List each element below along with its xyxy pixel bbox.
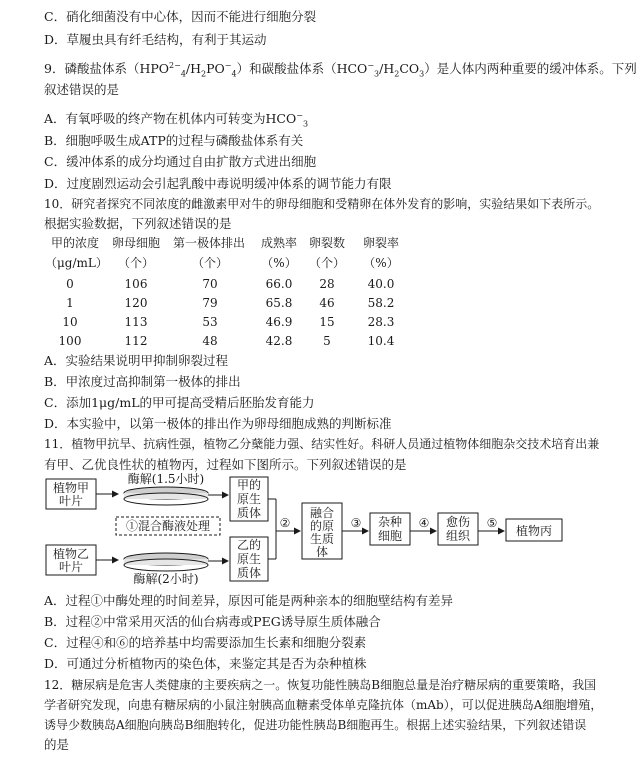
table-cell: 100 (58, 334, 82, 348)
hybrid-1: 杂种 (377, 515, 403, 529)
q9-option-b: B．细胞呼吸生成ATP的过程与磷酸盐体系有关 (44, 133, 304, 148)
table-cell: 10.4 (367, 334, 395, 348)
table-cell: 42.8 (265, 334, 293, 348)
protoplast-b-2: 原生 (236, 552, 262, 566)
q11-stem-2: 有甲、乙优良性状的植物丙，过程如下图所示。下列叙述错误的是 (44, 457, 407, 472)
q12-stem-4: 的是 (44, 737, 70, 752)
q11-stem-1: 11．植物甲抗旱、抗病性强，植物乙分蘖能力强、结实性好。科研人员通过植物体细胞杂交技术培育出兼 (44, 437, 600, 451)
fusion-diagram-svg (44, 472, 604, 586)
table-cell: 46.9 (265, 315, 293, 329)
q11-option-d: D．可通过分析植物丙的染色体，来鉴定其是否为杂种植株 (44, 656, 367, 671)
fused-2: 的原 (309, 519, 335, 533)
table-cell: 58.2 (367, 296, 395, 310)
q12-stem-1: 12．糖尿病是危害人类健康的主要疾病之一。恢复功能性胰岛B细胞总量是治疗糖尿病的重要策略，我国 (44, 678, 597, 692)
step4-label: ④ (418, 516, 430, 530)
table-header: 成熟率 (260, 236, 297, 250)
q9-stem: 9．磷酸盐体系$(HPO^{2-}_4/H_2PO^-_4)$和碳酸盐体系$(HCO^-_3/H_2CO_3)$是人体内两种重要的缓冲体系。下列 (44, 61, 637, 79)
table-cell: 113 (124, 315, 148, 329)
table-cell: 120 (124, 296, 148, 310)
q10-stem-2: 根据实验数据，下列叙述错误的是 (44, 216, 232, 231)
table-cell: 79 (202, 296, 218, 310)
table-cell: 28 (319, 277, 335, 291)
plant-a-label-2: 叶片 (58, 494, 84, 508)
q12-stem-3: 诱导少数胰岛A细胞向胰岛B细胞转化，促进功能性胰岛B细胞再生。根据上述实验结果，下列叙述错误 (44, 718, 587, 732)
table-cell: 48 (202, 334, 218, 348)
q10-option-b: B．甲浓度过高抑制第一极体的排出 (44, 374, 241, 389)
protoplast-b-1: 乙的 (236, 538, 262, 552)
table-cell: 46 (319, 296, 335, 310)
q9-stem-2: 叙述错误的是 (44, 82, 120, 97)
table-cell: 10 (62, 315, 78, 329)
table-unit: （%） (261, 256, 297, 270)
table-unit: （%） (363, 256, 399, 270)
fused-1: 融合 (309, 506, 335, 520)
fused-3: 生质 (309, 532, 335, 546)
table-cell: 65.8 (265, 296, 293, 310)
dish-b-body (124, 559, 208, 565)
table-cell: 15 (319, 315, 335, 329)
enzyme-b-label: 酶解(2小时) (133, 572, 199, 586)
q11-option-b: B．过程②中常采用灭活的仙台病毒或PEG诱导原生质体融合 (44, 614, 381, 629)
fusion-diagram (44, 472, 604, 586)
table-cell: 112 (124, 334, 148, 348)
table-cell: 40.0 (367, 277, 395, 291)
step3-label: ③ (350, 516, 362, 530)
table-header: 卵裂率 (362, 236, 399, 250)
q10-option-c: C．添加1μg/mL的甲可提高受精后胚胎发育能力 (44, 395, 315, 410)
table-cell: 70 (202, 277, 218, 291)
q9-option-a: A．有氧呼吸的终产物在机体内可转变为$HCO^-_3$ (44, 111, 309, 129)
dish-a-body (124, 493, 208, 499)
q10-stem-1: 10．研究者探究不同浓度的雌激素甲对牛的卵母细胞和受精卵在体外发育的影响，实验结果如下表所示。 (44, 197, 600, 211)
table-unit: （个） (117, 256, 154, 270)
final-label: 植物丙 (515, 524, 553, 538)
table-unit: （个） (191, 256, 228, 270)
table-cell: 66.0 (265, 277, 293, 291)
table-header: 甲的浓度 (50, 236, 99, 250)
q11-option-a: A．过程①中酶处理的时间差异，原因可能是两种亲本的细胞壁结构有差异 (44, 593, 454, 608)
q10-option-d: D．本实验中，以第一极体的排出作为卵母细胞成熟的判断标准 (44, 416, 392, 431)
hybrid-2: 细胞 (377, 529, 403, 543)
plant-a-label-1: 植物甲 (52, 481, 90, 495)
table-header: 卵母细胞 (111, 236, 160, 250)
option-8c: C．硝化细菌没有中心体，因而不能进行细胞分裂 (44, 9, 317, 24)
table-unit: （个） (308, 256, 345, 270)
protoplast-a-1: 甲的 (236, 478, 262, 492)
q12-stem-2: 学者研究发现，向患有糖尿病的小鼠注射胰高血糖素受体单克隆抗体（mAb），可以促进胰岛A细胞增殖， (44, 698, 603, 712)
table-header: 卵裂数 (308, 236, 345, 250)
enzyme-a-label: 酶解(1.5小时) (127, 472, 205, 486)
step1-label: ①混合酶液处理 (125, 519, 211, 533)
callus-2: 组织 (445, 529, 471, 543)
table-unit: （μg/mL） (45, 256, 108, 270)
protoplast-a-2: 原生 (236, 492, 262, 506)
q10-option-a: A．实验结果说明甲抑制卵裂过程 (44, 353, 229, 368)
table-header: 第一极体排出 (172, 236, 245, 250)
option-8d: D．草履虫具有纤毛结构，有利于其运动 (44, 32, 267, 47)
table-cell: 0 (66, 277, 74, 291)
table-cell: 1 (66, 296, 74, 310)
plant-b-label-2: 叶片 (58, 560, 84, 574)
callus-1: 愈伤 (445, 515, 471, 529)
q9-option-d: D．过度剧烈运动会引起乳酸中毒说明缓冲体系的调节能力有限 (44, 176, 392, 191)
table-cell: 5 (323, 334, 331, 348)
plant-b-label-1: 植物乙 (52, 547, 90, 561)
step2-label: ② (279, 516, 291, 530)
q11-option-c: C．过程④和⑥的培养基中均需要添加生长素和细胞分裂素 (44, 635, 367, 650)
fused-4: 体 (315, 545, 329, 559)
protoplast-a-3: 质体 (236, 506, 262, 520)
step5-label: ⑤ (486, 516, 498, 530)
protoplast-b-3: 质体 (236, 566, 262, 580)
table-cell: 28.3 (367, 315, 395, 329)
q9-option-c: C．缓冲体系的成分均通过自由扩散方式进出细胞 (44, 154, 317, 169)
table-cell: 53 (202, 315, 218, 329)
table-cell: 106 (124, 277, 148, 291)
